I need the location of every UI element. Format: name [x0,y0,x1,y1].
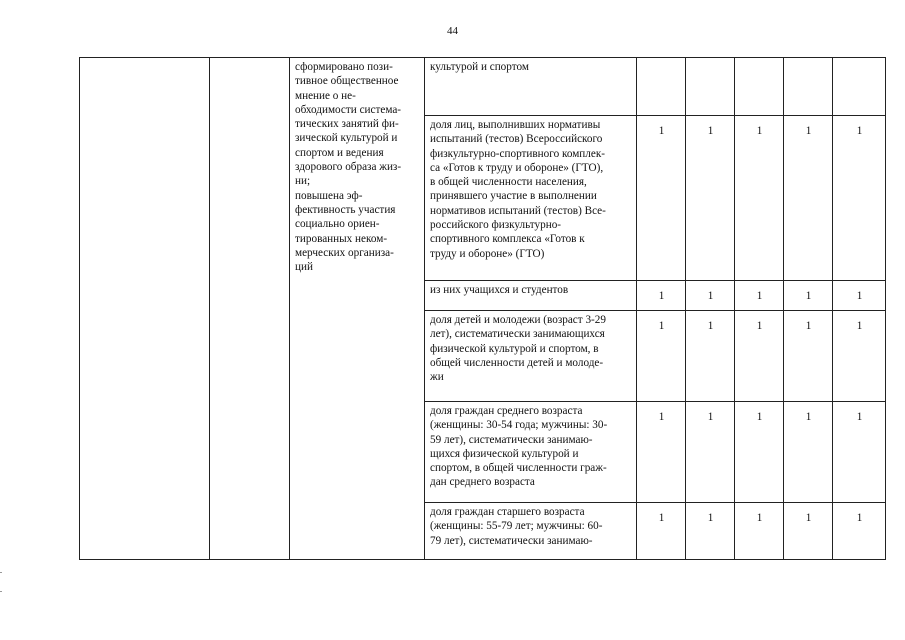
value-cell: 1 [637,402,686,503]
value-cell [784,58,833,116]
value-cell: 1 [833,402,886,503]
value-cell: 1 [637,281,686,311]
value-cell: 1 [735,311,784,402]
page-number: 44 [447,25,458,37]
program-indicators-table [79,57,886,560]
scan-edge-mark [0,591,2,592]
indicator-cell: культурой и спортом [425,58,637,116]
value-cell: 1 [784,281,833,311]
value-cell: 1 [833,281,886,311]
indicator-cell: доля граждан среднего возраста (женщины: 30-54 года; мужчины: 30- 59 лет), систематически занимаю- щихся физической культурой и спортом, в общей численности граж- дан среднего возраста [425,402,637,503]
table-row [80,58,886,116]
value-cell: 1 [686,281,735,311]
value-cell: 1 [735,503,784,560]
value-cell: 1 [686,402,735,503]
indicator-cell: доля лиц, выполнивших нормативы испытаний (тестов) Всероссийского физкультурно-спортивного комплек- са «Готов к труду и обороне» (ГТО), в общей численности населения, принявшего участие в выполнении нормативов испытаний (тестов) Все- российского физкультурно- спортивного комплекса «Готов к труду и обороне» (ГТО) [425,116,637,281]
value-cell: 1 [686,116,735,281]
empty-cell-col2 [210,58,290,560]
value-cell [735,58,784,116]
indicator-cell: из них учащихся и студентов [425,281,637,311]
indicator-cell: доля граждан старшего возраста (женщины: 55-79 лет; мужчины: 60- 79 лет), систематически занимаю- [425,503,637,560]
value-cell: 1 [833,116,886,281]
value-cell [833,58,886,116]
value-cell: 1 [833,311,886,402]
value-cell: 1 [637,116,686,281]
value-cell: 1 [735,281,784,311]
value-cell [686,58,735,116]
value-cell: 1 [735,116,784,281]
value-cell: 1 [735,402,784,503]
value-cell: 1 [784,311,833,402]
indicator-cell: доля детей и молодежи (возраст 3-29 лет), систематически занимающихся физической культурой и спортом, в общей численности детей и молоде- жи [425,311,637,402]
value-cell: 1 [833,503,886,560]
value-cell: 1 [686,311,735,402]
value-cell: 1 [637,311,686,402]
empty-cell-col1 [80,58,210,560]
value-cell: 1 [637,503,686,560]
value-cell: 1 [784,402,833,503]
value-cell: 1 [784,503,833,560]
scan-edge-mark [0,572,2,573]
value-cell: 1 [784,116,833,281]
expected-results-cell: сформировано пози- тивное общественное мнение о не- обходимости система- тических занятий фи- зической культурой и спортом и ведения здорового образа жиз- ни; повышена эф- фективность участия социально ориен- тированных неком- мерческих организа- ций [290,58,425,560]
value-cell: 1 [686,503,735,560]
value-cell [637,58,686,116]
